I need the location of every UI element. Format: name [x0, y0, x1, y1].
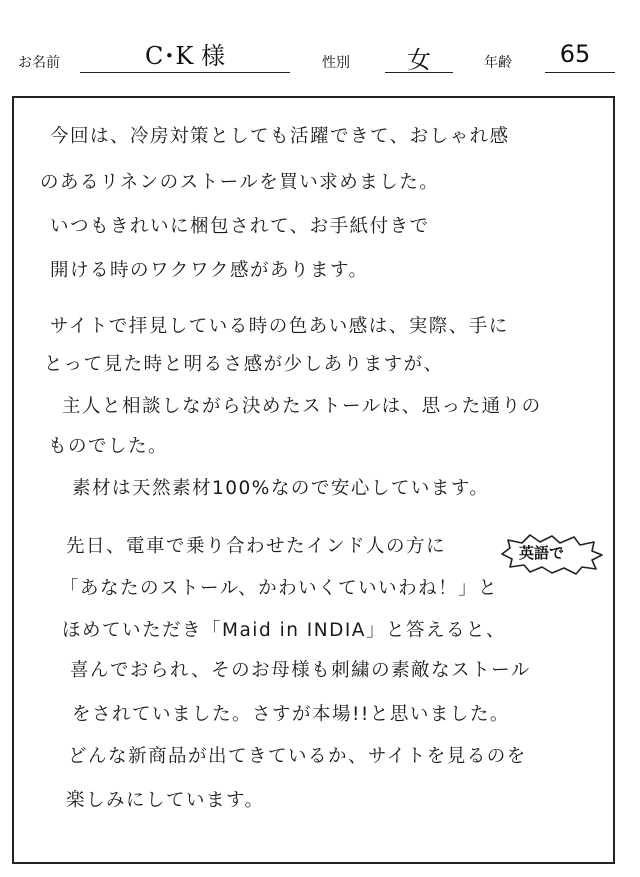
letter-line: 主人と相談しながら決めたストールは、思った通りの	[62, 396, 542, 417]
letter-line: 喜んでおられ、そのお母様も刺繍の素敵なストール	[70, 660, 531, 681]
age-label: 年齢	[484, 55, 512, 71]
annotation-text: 英語で	[519, 544, 565, 562]
letter-line: 楽しみにしています。	[66, 790, 265, 811]
letter-line: ほめていただき「Maid in INDIA」と答えると、	[62, 620, 506, 641]
letter-line: 「あなたのストール、かわいくていいわね！」と	[60, 578, 499, 599]
letter-line: どんな新商品が出てきているか、サイトを見るのを	[68, 746, 527, 767]
letter-line: 今回は、冷房対策としても活躍できて、おしゃれ感	[50, 126, 510, 147]
letter-line: をされていました。さすが本場!!と思いました。	[72, 704, 510, 725]
letter-line: のあるリネンのストールを買い求めました。	[40, 172, 440, 193]
name-underline	[80, 72, 290, 73]
letter-line: サイトで拝見している時の色あい感は、実際、手に	[50, 316, 509, 337]
letter-line: ものでした。	[48, 436, 169, 457]
age-underline	[545, 72, 615, 73]
letter-line: 素材は天然素材100%なので安心しています。	[72, 478, 490, 499]
letter-line: いつもきれいに梱包されて、お手紙付きで	[50, 216, 430, 237]
letter-line: 先日、電車で乗り合わせたインド人の方に	[66, 536, 447, 557]
age-value: 65	[559, 40, 591, 68]
gender-label: 性別	[322, 55, 350, 71]
gender-value: 女	[407, 46, 431, 74]
letter-line: 開ける時のワクワク感があります。	[50, 260, 369, 281]
letter-line: とって見た時と明るさ感が少しありますが、	[44, 354, 444, 375]
name-label: お名前	[18, 55, 60, 71]
name-value: C･K 様	[145, 42, 225, 70]
